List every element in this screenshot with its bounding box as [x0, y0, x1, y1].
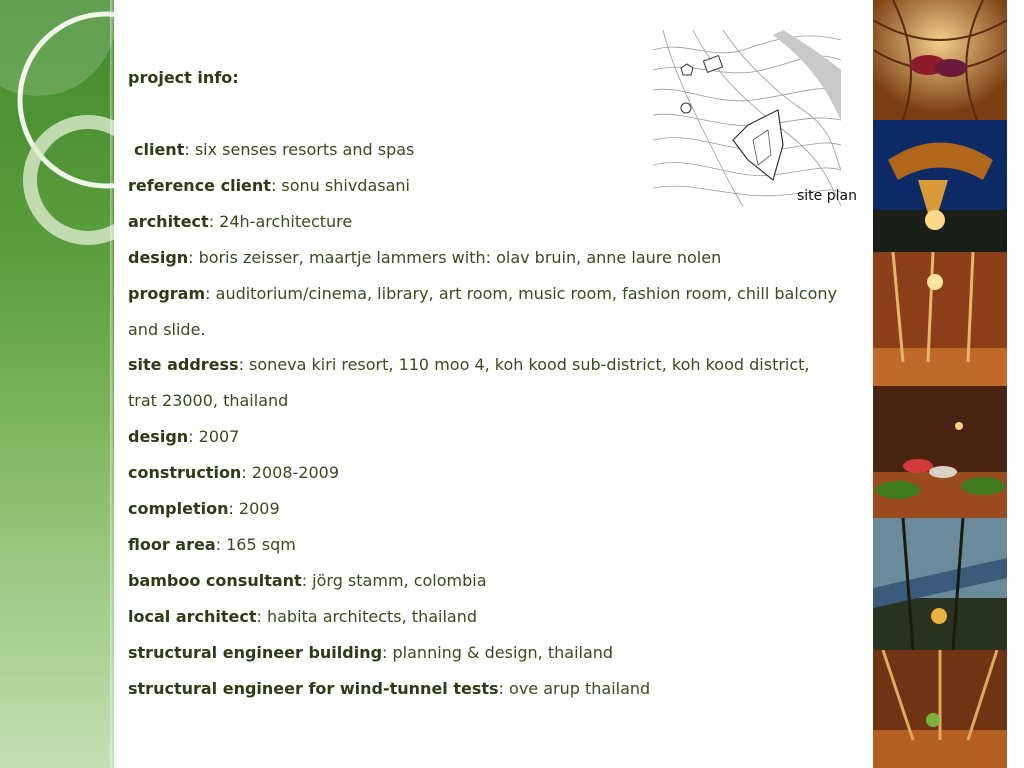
decorative-green-band — [0, 0, 114, 768]
detail-label: design — [128, 247, 189, 267]
detail-label: site address — [128, 355, 239, 375]
photo-strip — [873, 0, 1007, 768]
detail-value: : 165 sqm — [215, 534, 296, 554]
detail-value: : auditorium/cinema, library, art room, music room, fashion room, chill balcony — [205, 283, 837, 303]
detail-row — [128, 383, 848, 419]
detail-label: structural engineer for wind-tunnel tests — [128, 678, 499, 698]
decorative-rings — [0, 0, 114, 768]
detail-label: floor area — [128, 534, 216, 554]
page-title: project info: — [128, 68, 239, 87]
detail-value: : 2007 — [188, 427, 240, 447]
photo-bamboo-interior-2 — [873, 252, 1007, 386]
detail-value: : planning & design, thailand — [382, 642, 614, 662]
detail-value: : habita architects, thailand — [256, 606, 478, 626]
detail-value: : 2008-2009 — [241, 463, 340, 483]
detail-label: reference client — [128, 175, 271, 195]
detail-row — [128, 635, 848, 671]
detail-label: construction — [128, 463, 242, 483]
detail-row — [128, 491, 848, 527]
detail-value: : 24h-architecture — [208, 211, 353, 231]
detail-row — [128, 240, 848, 276]
detail-row — [128, 455, 848, 491]
photo-bamboo-interior-4 — [873, 650, 1007, 768]
photo-exterior-forest — [873, 518, 1007, 650]
detail-label: structural engineer building — [128, 642, 383, 662]
detail-row — [128, 671, 848, 707]
detail-label: program — [128, 283, 206, 303]
detail-value: : six senses resorts and spas — [184, 140, 415, 159]
detail-value: : soneva kiri resort, 110 moo 4, koh kood sub-district, koh kood district, — [238, 355, 810, 375]
photo-bamboo-interior-3 — [873, 386, 1007, 518]
detail-label: completion — [128, 499, 229, 519]
detail-row — [128, 276, 848, 312]
detail-row — [128, 599, 848, 635]
detail-label: architect — [128, 211, 209, 231]
detail-value: : boris zeisser, maartje lammers with: olav bruin, anne laure nolen — [188, 247, 722, 267]
detail-row — [128, 312, 848, 348]
detail-row — [128, 527, 848, 563]
detail-label: client — [134, 140, 185, 159]
photo-bamboo-interior-1 — [873, 0, 1007, 120]
detail-row — [128, 204, 848, 240]
detail-value: : sonu shivdasani — [270, 175, 410, 195]
detail-row — [128, 419, 848, 455]
detail-value: : ove arup thailand — [498, 678, 651, 698]
detail-row — [128, 347, 848, 383]
detail-row — [128, 563, 848, 599]
detail-value: trat 23000, thailand — [128, 391, 289, 411]
detail-value: and slide. — [128, 319, 206, 339]
detail-label: bamboo consultant — [128, 570, 302, 590]
detail-label: local architect — [128, 606, 257, 626]
detail-value: : 2009 — [228, 499, 280, 519]
detail-label: design — [128, 427, 189, 447]
site-plan-caption: site plan — [797, 188, 857, 204]
photo-night-exterior — [873, 120, 1007, 252]
site-plan-image — [653, 30, 841, 206]
detail-value: : jörg stamm, colombia — [301, 570, 487, 590]
